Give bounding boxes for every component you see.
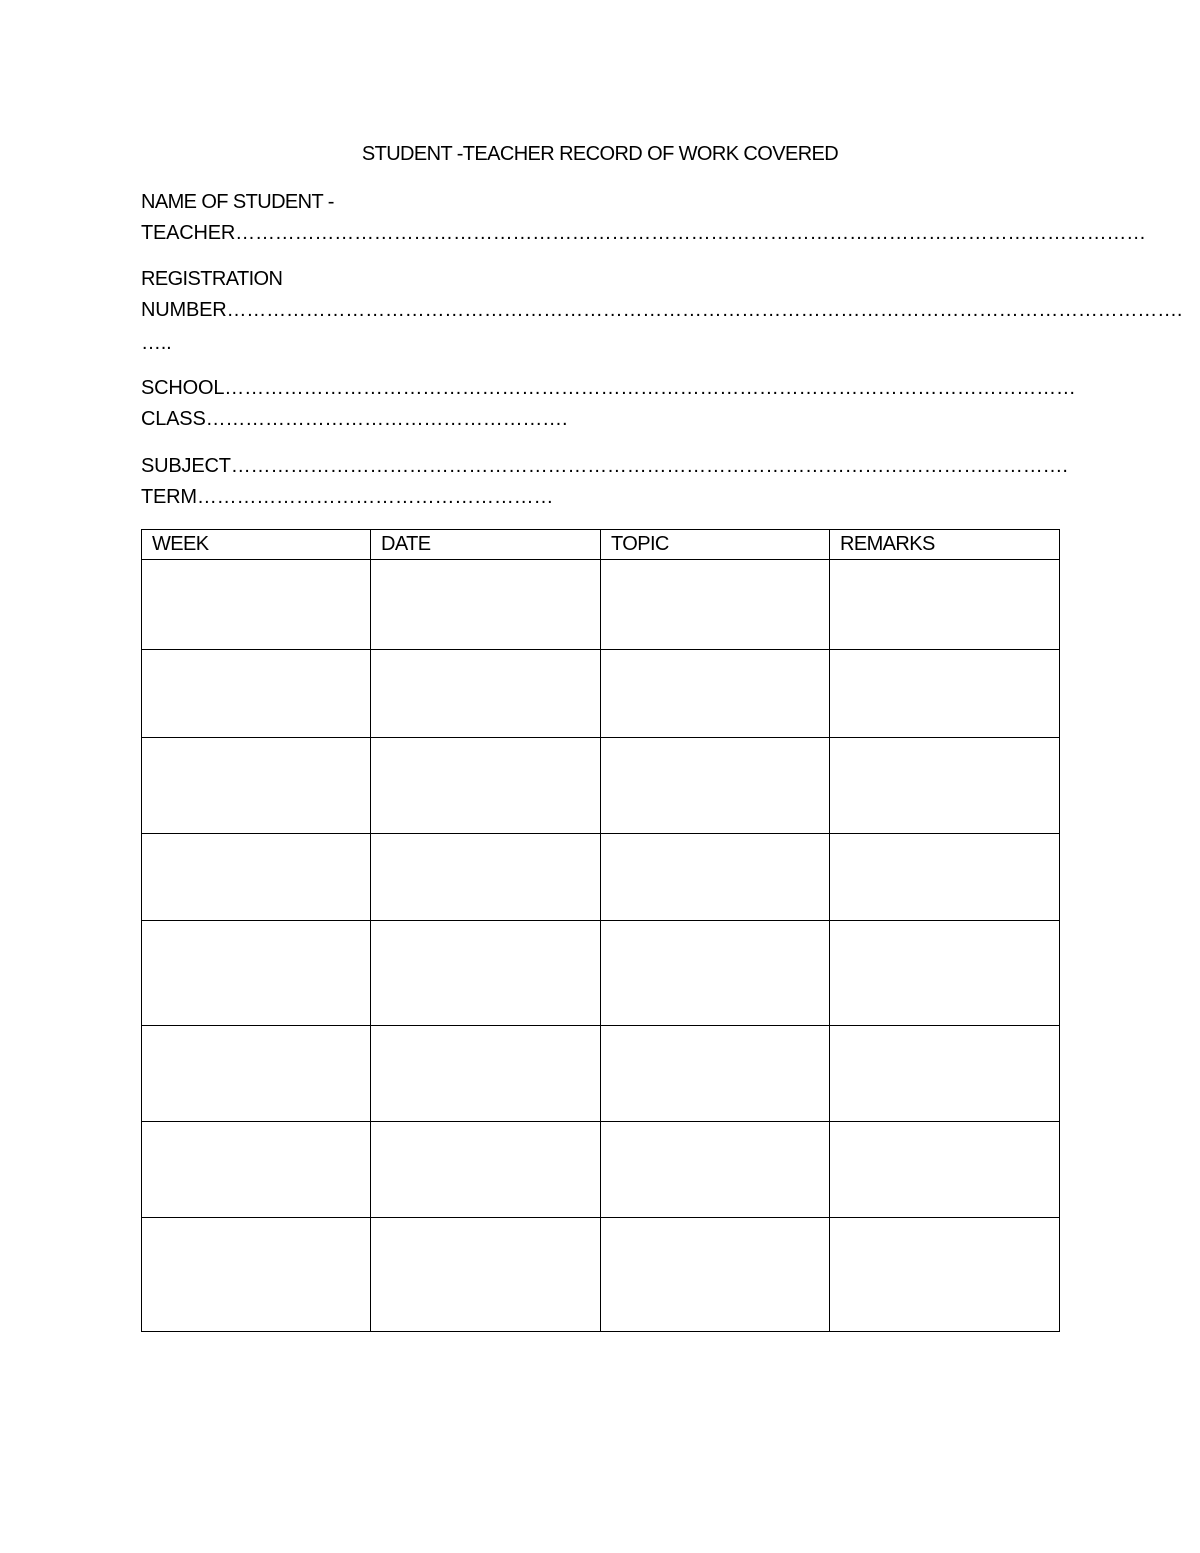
remarks-cell (830, 738, 1060, 834)
date-cell (371, 1122, 601, 1218)
remarks-cell (830, 834, 1060, 921)
topic-cell (601, 921, 830, 1026)
date-cell (371, 1218, 601, 1332)
record-table (141, 529, 1060, 1332)
date-cell (371, 1026, 601, 1122)
topic-cell (601, 650, 830, 738)
date-cell (371, 560, 601, 650)
week-cell (142, 738, 371, 834)
topic-cell (601, 1122, 830, 1218)
date-cell (371, 738, 601, 834)
topic-cell (601, 738, 830, 834)
topic-cell (601, 834, 830, 921)
table-row (142, 921, 1060, 1026)
topic-cell (601, 560, 830, 650)
remarks-cell (830, 1122, 1060, 1218)
table-row (142, 560, 1060, 650)
registration-label-line2: NUMBER………………………………………………………………………………………………………………………………. (141, 299, 1183, 321)
registration-label-line3: ….. (141, 332, 172, 354)
remarks-cell (830, 560, 1060, 650)
date-cell (371, 921, 601, 1026)
date-cell (371, 650, 601, 738)
table-row (142, 834, 1060, 921)
table-row (142, 650, 1060, 738)
week-cell (142, 834, 371, 921)
registration-label-line1: REGISTRATION (141, 268, 283, 290)
week-cell (142, 650, 371, 738)
remarks-cell (830, 1026, 1060, 1122)
date-cell (371, 834, 601, 921)
week-cell (142, 1122, 371, 1218)
table-row (142, 738, 1060, 834)
topic-cell (601, 1218, 830, 1332)
school-field: SCHOOL………………………………………………………………………………………………………………… (141, 377, 1076, 399)
week-cell (142, 921, 371, 1026)
name-label-line1: NAME OF STUDENT - (141, 191, 334, 213)
remarks-cell (830, 1218, 1060, 1332)
header-date: DATE (371, 530, 601, 560)
remarks-cell (830, 650, 1060, 738)
table-row (142, 1122, 1060, 1218)
term-field: TERM……………………………………………… (141, 486, 554, 508)
header-topic: TOPIC (601, 530, 830, 560)
table-row (142, 1026, 1060, 1122)
week-cell (142, 1218, 371, 1332)
name-label-line2: TEACHER………………………………………………………………………………………………………………………… (141, 222, 1146, 244)
class-field: CLASS………………………………………………. (141, 408, 568, 430)
document-title: STUDENT -TEACHER RECORD OF WORK COVERED (361, 143, 839, 165)
subject-field: SUBJECT………………………………………………………………………………………………………………. (141, 455, 1068, 477)
week-cell (142, 560, 371, 650)
remarks-cell (830, 921, 1060, 1026)
header-remarks: REMARKS (830, 530, 1060, 560)
header-week: WEEK (142, 530, 371, 560)
topic-cell (601, 1026, 830, 1122)
week-cell (142, 1026, 371, 1122)
table-row (142, 1218, 1060, 1332)
table-header-row (142, 530, 1060, 560)
